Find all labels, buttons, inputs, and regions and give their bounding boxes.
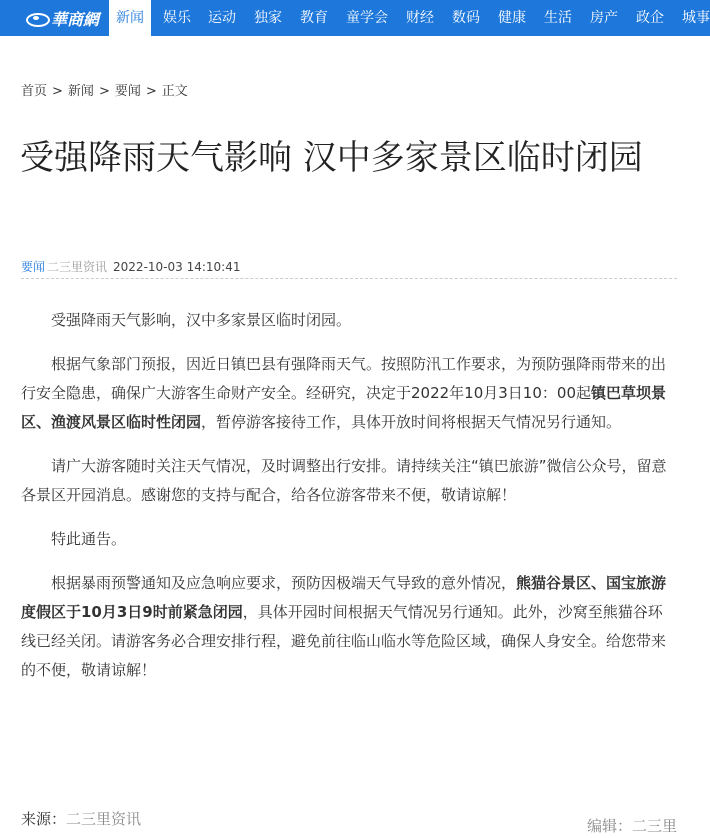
logo-icon — [26, 10, 48, 26]
article-paragraph — [21, 350, 677, 437]
paragraph-text: ，具体开园时间根据天气情况另行通知。此外，沙窝至熊猫谷环线已经关闭。请游客务必合理安排行程，避免前往临山临水等危险区域，确保人身安全。给您带来的不便，敬请谅解！ — [21, 603, 667, 679]
nav-item-kids[interactable]: 童学会 — [346, 10, 388, 26]
article-title: 受强降雨天气影响 汉中多家景区临时闭园 — [20, 138, 643, 178]
article-source: 二三里资讯 — [47, 260, 108, 274]
nav-item-exclusive[interactable]: 独家 — [254, 10, 282, 26]
breadcrumb-separator: > — [145, 84, 157, 99]
article-paragraph: 请广大游客随时关注天气情况，及时调整出行安排。请持续关注“镇巴旅游”微信公众号，留意各景区开园消息。感谢您的支持与配合，给各位游客带来不便，敬请谅解！ — [21, 457, 667, 504]
nav-item-life[interactable]: 生活 — [544, 10, 572, 26]
article-paragraph: 特此通告。 — [51, 530, 127, 548]
nav-item-finance[interactable]: 财经 — [406, 10, 434, 26]
paragraph-text: ，暂停游客接待工作，具体开放时间将根据天气情况另行通知。 — [201, 413, 622, 431]
article-editor-footer — [587, 815, 677, 836]
nav-item-news[interactable]: 新闻 — [109, 0, 151, 36]
breadcrumb-separator: > — [98, 84, 110, 99]
breadcrumb — [21, 80, 188, 99]
breadcrumb-current: 正文 — [161, 84, 188, 99]
editor-label: 编辑： — [586, 817, 632, 835]
top-navigation-bar — [0, 0, 710, 36]
breadcrumb-separator: > — [52, 84, 63, 99]
article-category-link[interactable]: 要闻 — [21, 260, 46, 274]
nav-item-health[interactable]: 健康 — [498, 10, 526, 26]
nav-item-digital[interactable]: 数码 — [452, 10, 480, 26]
breadcrumb-headlines[interactable]: 要闻 — [114, 84, 141, 99]
editor-value: 二三里 — [631, 817, 677, 835]
article-body — [21, 306, 677, 700]
nav-item-sports[interactable]: 运动 — [208, 10, 236, 26]
paragraph-text: 根据暴雨预警通知及应急响应要求，预防因极端天气导致的意外情况， — [51, 574, 517, 592]
source-label: 来源： — [21, 810, 67, 828]
article-paragraph: 受强降雨天气影响，汉中多家景区临时闭园。 — [51, 311, 352, 329]
article-paragraph — [21, 569, 677, 685]
paragraph-bold-text: 熊猫谷景区、国宝旅游度假区于10月3日9时前紧急闭园 — [21, 574, 667, 621]
meta-divider — [21, 278, 677, 279]
paragraph-text: 根据气象部门预报，因近日镇巴县有强降雨天气。按照防汛工作要求，为预防强降雨带来的出行安全隐患，确保广大游客生命财产安全。经研究，决定于2022年10月3日10：00起 — [21, 355, 667, 402]
article-meta — [21, 258, 240, 275]
nav-item-entertainment[interactable]: 娱乐 — [163, 10, 191, 26]
nav-item-realestate[interactable]: 房产 — [590, 10, 618, 26]
site-logo[interactable] — [26, 6, 99, 30]
nav-item-government[interactable]: 政企 — [636, 10, 664, 26]
article-datetime: 2022-10-03 14:10:41 — [113, 260, 241, 274]
source-value: 二三里资讯 — [66, 810, 142, 828]
nav-item-city[interactable]: 城事 — [682, 10, 710, 26]
breadcrumb-news[interactable]: 新闻 — [67, 84, 94, 99]
paragraph-bold-text: 镇巴草坝景区、渔渡风景区临时性闭园 — [21, 384, 666, 431]
breadcrumb-home[interactable]: 首页 — [21, 84, 48, 99]
article-source-footer — [21, 808, 141, 829]
logo-text: 華商網 — [51, 9, 100, 29]
nav-item-education[interactable]: 教育 — [300, 10, 328, 26]
